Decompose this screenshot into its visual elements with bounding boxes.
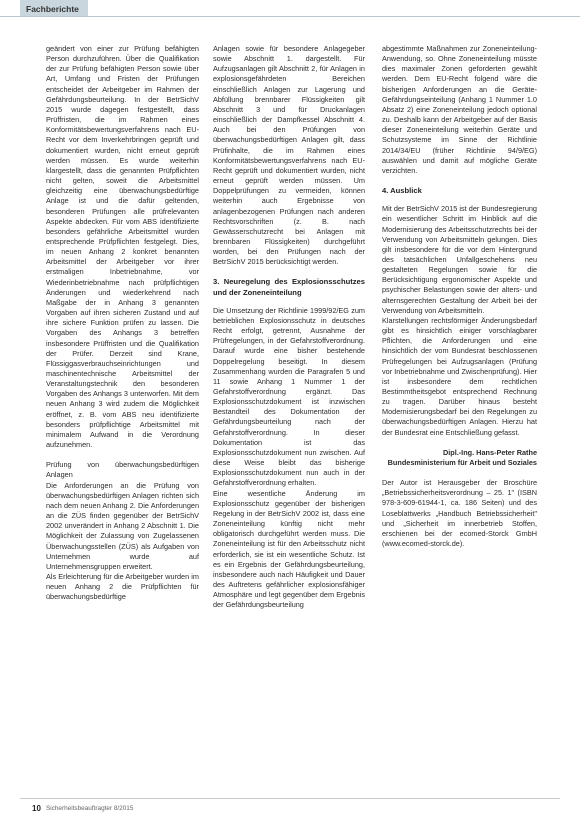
page-footer xyxy=(0,798,580,821)
page-number: 10 xyxy=(32,804,41,813)
text-column-3 xyxy=(382,44,537,549)
section-heading-explosionsschutz: 3. Neuregelung des Explosionsschutzes und der Zoneneinteilung xyxy=(213,277,365,297)
section-heading-ausblick: 4. Ausblick xyxy=(382,186,422,196)
paragraph: Die Umsetzung der Richtlinie 1999/92/EG zum betrieblichen Explosionsschutz in deutsches Recht erfolgt, getrennt, Ausnahme der Prüfregelungen, in der Gefahrstoffverordnung. Darauf wurde eine bisher bestehende Doppelregelung beseitigt. In diesem Zusammenhang wurden die Paragrafen 5 und 11 sowie Anhang 1 Nummer 1 der Gefahrstoffverordnung ergänzt. Das Explosionsschutzdokument ist inzwischen Bestandteil des Dokumentation der Gefährdungsbeurteilung nach der Gefahrstoffverordnung. In dieser Dokumentation ist das Explosionsschutzdokument nun zwischen. Auf diese Weise bleibt das bisherige Explosionsschutzdokument nun auch in der Gefahrstoffverordnung erhalten. xyxy=(213,305,365,488)
author-name: Dipl.-Ing. Hans-Peter Rathe xyxy=(442,447,537,457)
publication-info: Sicherheitsbeauftragter 8/2015 xyxy=(46,805,134,812)
paragraph: Klarstellungen rechtsförmiger Änderungsbedarf gibt es hinsichtlich einiger vorschlagbarer Pflichten, die Anforderungen und eine hinsichtlich der vom Bundesrat beschlossenen Prüfregelungen bei Aufzugsanlagen (Prüfung vor Inbetriebnahme und Zwischenprüfung). Hier ist insbesondere dem rechtlichen Bestimmtheitsgebot entsprechend Rechnung zu tragen. Darüber hinaus besteht Modernisierungsbedarf bei den Regelungen zu überwachungsbedürftigen Anlagen. Hierzu hat der Bundesrat eine Entschließung gefasst. xyxy=(382,315,537,437)
author-note: Der Autor ist Herausgeber der Broschüre „Betriebssicherheitsverordnung – 25. 1" (ISBN 978-3-609-61944-1, ca. 186 Seiten) und des Loseblattwerks „Handbuch Betriebssicherheit" und „Sicherheit im innerbetrieb Stoffen, erschienen bei der ecomed-Storck GmbH (www.ecomed-storck.de). xyxy=(382,478,537,549)
header-bar xyxy=(0,0,580,20)
text-column-2 xyxy=(213,44,365,610)
paragraph: Eine wesentliche Änderung im Explosionsschutz gegenüber der bisherigen Regelung in der BetrSichV 2002 ist, dass eine Zoneneinteilung künftig nicht mehr obligatorisch durchgeführt werden muss. Die Zoneneinteilung ist für den Arbeitsschutz nicht erforderlich, sie ist ein wesentliche Schutz. Ist es ein Ergebnis der Gefährdungsbeurteilung, insbesondere auch nach Häufigkeit und Dauer des Auftretens gefährlicher explosionsfähiger Atmosphäre und legt gegenüber dem Ergebnis der Gefährdungsbeurteilung xyxy=(213,488,365,610)
author-affiliation: Bundesministerium für Arbeit und Soziales xyxy=(387,457,537,467)
paragraph: Als Erleichterung für die Arbeitgeber wurden im neuen Anhang 2 die Prüfpflichten für überwachungsbedürftige xyxy=(46,571,199,602)
text-column-1 xyxy=(46,44,199,602)
section-label: Fachberichte xyxy=(26,4,79,14)
paragraph: Mit der BetrSichV 2015 ist der Bundesregierung ein wesentlicher Schritt im Hinblick auf die Modernisierung des Arbeitsschutzrechts bei der Verwendung von Arbeitsmitteln gelungen. Dies gilt insbesondere für die vor dem Hintergrund des tatsächlichen Unfallgeschehens neu gestalteten Regelungen sowie für die Berücksichtigung ergonomischer Aspekte und psychischer Belastungen sowie der alters- und alternsgerechten Gestaltung der Arbeit bei der Verwendung von Arbeitsmitteln. xyxy=(382,204,537,315)
paragraph: geändert von einer zur Prüfung befähigten Person durchzuführen. Über die Qualifikation der zur Prüfung befähigten Person sowie über Art, Umfang und Fristen der Prüfungen entscheidet der Arbeitgeber im Rahmen der Gefährdungsbeurteilung. In der BetrSichV 2015 wurde dagegen festgestellt, dass Prüffristen, die im Rahmen eines Konformitätsbewertungsverfahrens nach EU-Recht vor dem Inverkehrbringen geprüft und dokumentiert wurden, nicht erneut geprüft werden müssen. Es wurde weiterhin klargestellt, dass die genannten Prüfpflichten nicht gelten, soweit die Arbeitsmittel gleichzeitig eine überwachungsbedürftige Anlage ist und die dafür geltenden, besonderen Prüfungen alle prüfrelevanten Aspekte abdecken. Für vom ABS identifizierte besonders gefährliche Arbeitsmittel wurden entsprechende Prüfpflichten festgelegt. Dies, im neuen Anhang 2 konkret benannten Arbeitsmittel der Arbeitgeber vor ihrer erstmaligen Inbetriebnahme, vor Wiederinbetriebnahme nach prüfpflichtigen Änderungen und wiederkehrend nach Maßgabe der in Anhang 3 genannten Vorgaben auf ihren sicheren Zustand und auf ihre sichere Funktion prüfen zu lassen. Die Vorgaben des Anhangs 3 betreffen insbesondere Prüffristen und die Qualifikation der Prüfer. Derzeit sind Krane, Flüssiggasverbrauchseinrichtungen und maschinentechnische Arbeitsmittel der Veranstaltungstechnik den besonderen Vorgaben des Anhangs 3 unterworfen. Mit dem neuen Anhang 3 wird zudem die Möglichkeit eröffnet, z. B. vom ABS neu identifizierte besonders prüfpflichtige Arbeitsmittel mit minimalem Aufwand in die Verordnung aufzunehmen. xyxy=(46,44,199,450)
paragraph: abgestimmte Maßnahmen zur Zoneneinteilung-Anwendung, so. Ohne Zoneneinteilung müsste dies maximaler Zonen geforderten gewählt werden. Dem EU-Recht folgend wäre die bisherigen Anforderungen an die Geräte-Gefährdungseinteilung (Anhang 1 Nummer 1.0 Absatz 2) eine Zoneneinteilung jedoch optional zu. Deshalb kann der Arbeitgeber auf der Basis dieser Zoneneinteilung weiterhin Geräte und Schutzsysteme im Sinne der Richtlinie 2014/34/EU (früher Richtlinie 94/9/EG) auswählen und damit auf mögliche Geräte verzichten. xyxy=(382,44,537,175)
paragraph: Anlagen sowie für besondere Anlagegeber sowie Abschnitt 1. dargestellt. Für Aufzugsanlagen gilt Abschnitt 2, für Anlagen in explosionsgefährdeten Bereichen einschließlich Anlagen zur Lagerung und Abfüllung brennbarer Flüssigkeiten gilt Abschnitt 3 und für Druckanlagen einschließlich der Dampfkessel Abschnitt 4. Auch bei den Prüfungen von überwachungsbedürftigen Anlagen gilt, dass Prüfinhalte, die im Rahmen eines Konformitätsbewertungsverfahrens nach EU-Recht geprüft und dokumentiert wurden, nicht erneut geprüft werden müssen. Um Doppelprüfungen zu vermeiden, können weiterhin auch Ergebnisse von anlagenbezogenen Prüfungen nach anderen Rechtsvorschriften (z. B. nach Gewässerschutzrecht bei Anlagen mit brennbaren Flüssigkeiten) durchgeführt worden, bei den Prüfungen nach der BetrSichV 2015 berücksichtigt werden. xyxy=(213,44,365,267)
header-rule xyxy=(0,16,580,17)
subheading-ueberwachungsbeduerftige-anlagen: Prüfung von überwachungsbedürftigen Anlagen xyxy=(46,460,199,480)
paragraph: Die Anforderungen an die Prüfung von überwachungsbedürftigen Anlagen richten sich nach dem neuen Anhang 2. Die Anforderungen an die ZÜS finden gegenüber der BetrSichV 2002 unverändert in Anhang 2 Abschnitt 1. Die Möglichkeit der Zulassung von Zugelassenen Überwachungsstellen (ZÜS) als Aufgaben von Unternehmen wurde auf Unternehmensgruppen erweitert. xyxy=(46,480,199,571)
footer-rule xyxy=(20,798,560,799)
